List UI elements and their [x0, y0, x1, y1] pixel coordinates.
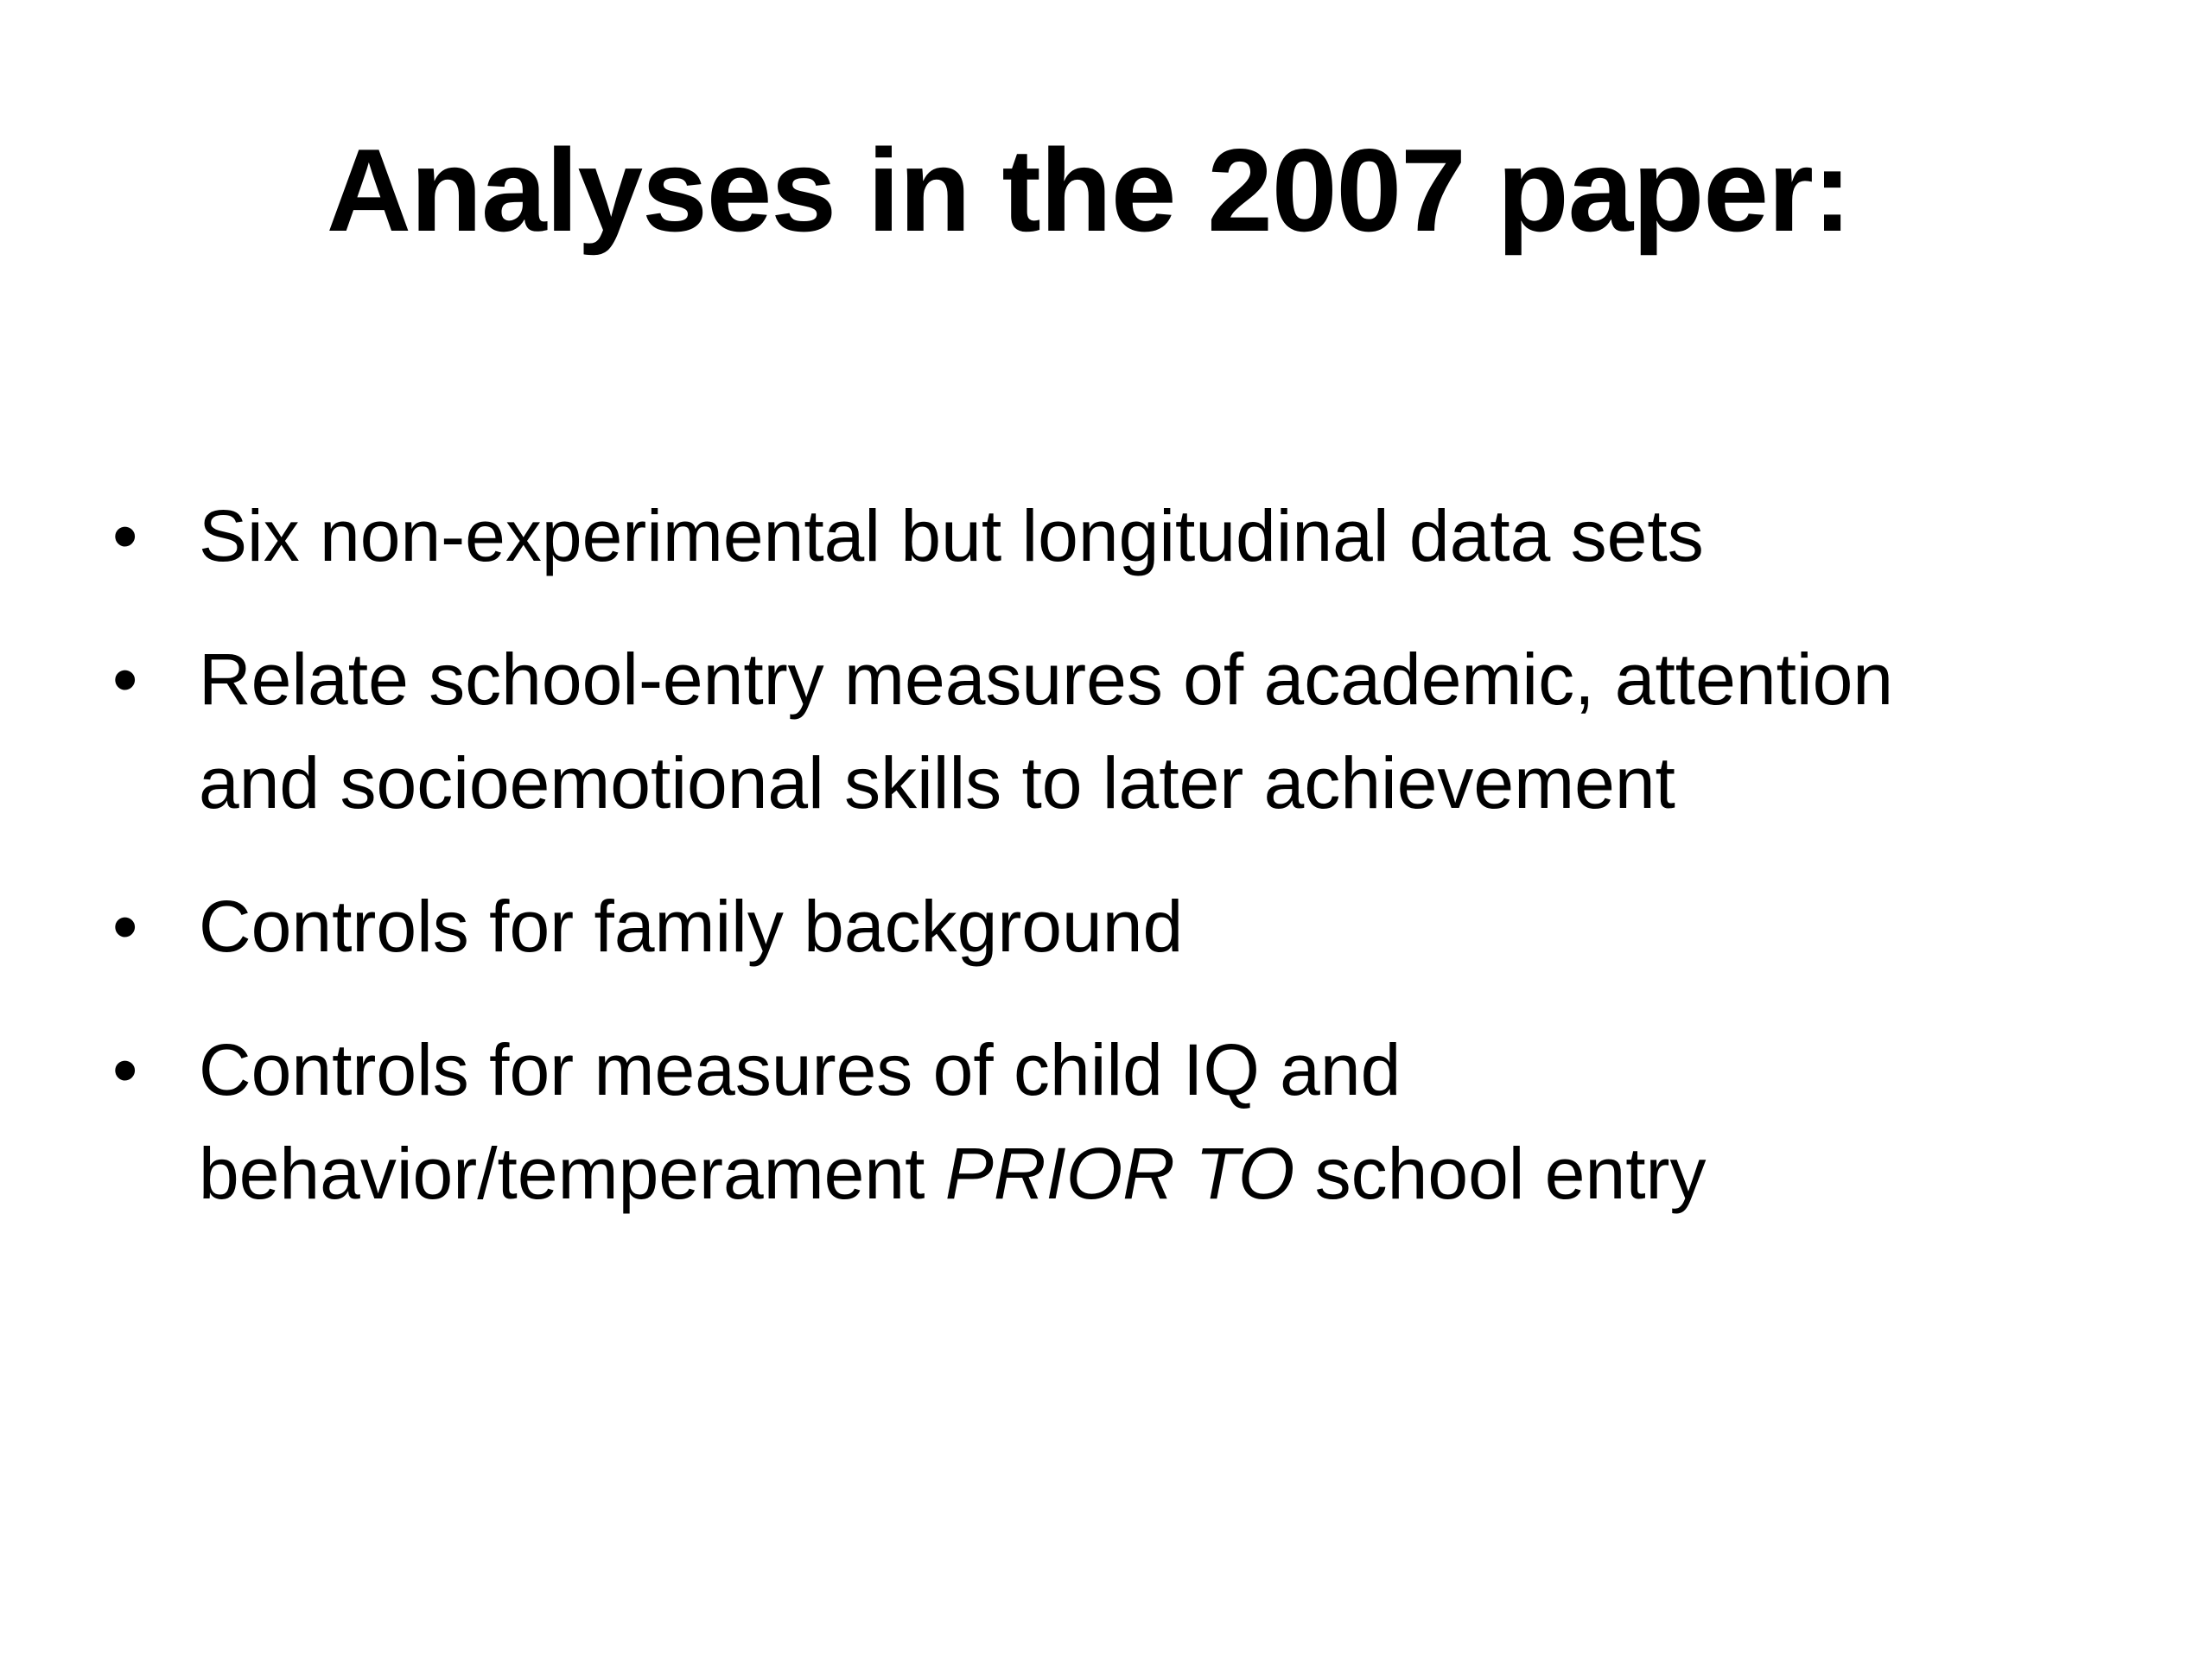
- bullet-icon: •: [112, 639, 138, 720]
- bullet-text-after: school entry: [1294, 1133, 1707, 1214]
- bullet-text: Six non-experimental but longitudinal data sets: [199, 495, 1704, 576]
- bullet-item-relate-measures: [112, 627, 2013, 835]
- bullet-item-data-sets: [112, 484, 2013, 588]
- bullet-list: [112, 484, 2013, 1265]
- bullet-text: Relate school-entry measures of academic, attention and socioemotional skills to later achievement: [199, 639, 1893, 823]
- bullet-text: [199, 1029, 1707, 1214]
- bullet-item-family-background: [112, 874, 2013, 978]
- slide-title: Analyses in the 2007 paper:: [326, 124, 1852, 256]
- bullet-icon: •: [112, 495, 138, 576]
- bullet-text-before: Controls for measures of child IQ and behavior/temperament: [199, 1029, 1402, 1214]
- bullet-icon: •: [112, 886, 138, 967]
- bullet-text-emphasis: PRIOR TO: [944, 1133, 1295, 1214]
- bullet-icon: •: [112, 1029, 138, 1110]
- bullet-text: Controls for family background: [199, 886, 1184, 967]
- bullet-item-iq-behavior: [112, 1018, 2013, 1225]
